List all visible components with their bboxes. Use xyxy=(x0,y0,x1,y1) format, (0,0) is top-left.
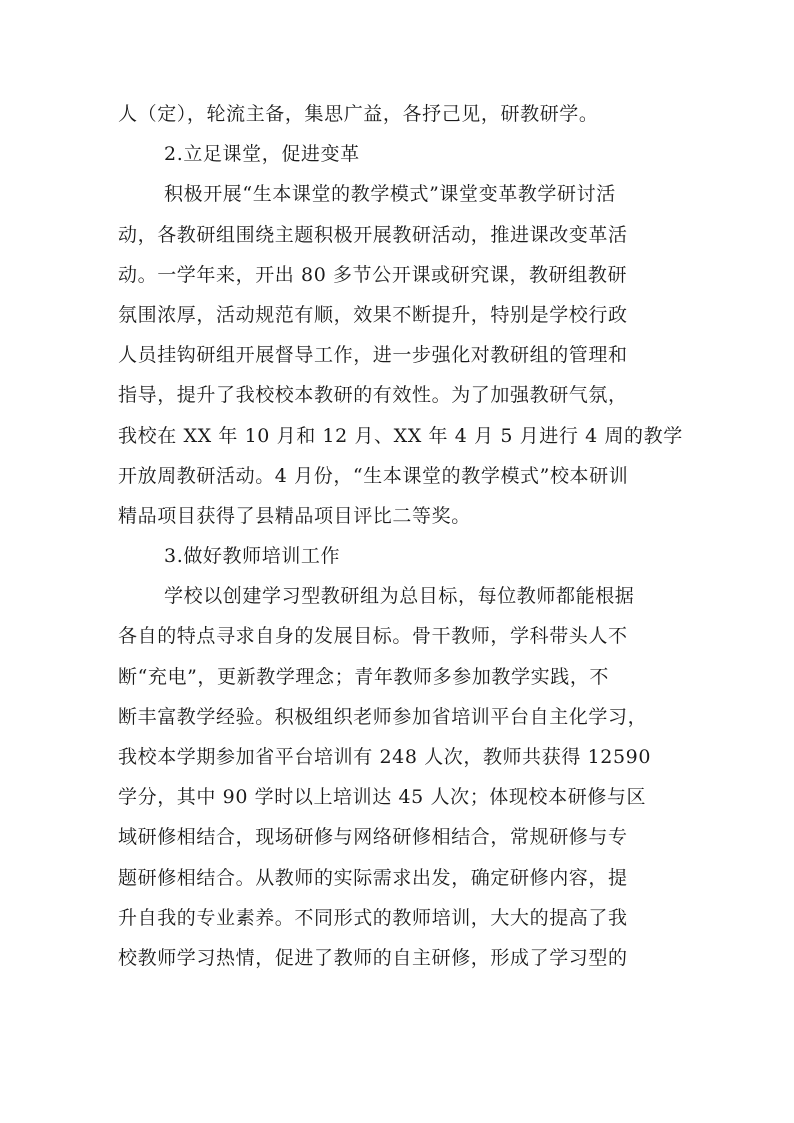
section-heading-3: 3.做好教师培训工作 xyxy=(164,545,341,568)
paragraph-line: 各自的特点寻求自身的发展目标。骨干教师，学科带头人不 xyxy=(118,625,628,648)
paragraph-line: 域研修相结合，现场研修与网络研修相结合，常规研修与专 xyxy=(118,826,628,849)
document-body xyxy=(118,94,683,978)
paragraph-line: 开放周教研活动。4 月份，“生本课堂的教学模式”校本研训 xyxy=(118,464,629,487)
paragraph-line: 氛围浓厚，活动规范有顺，效果不断提升，特别是学校行政 xyxy=(118,303,628,326)
paragraph-line: 指导，提升了我校校本教研的有效性。为了加强教研气氛， xyxy=(118,384,628,407)
paragraph-line: 断“充电”，更新教学理念；青年教师多参加教学实践，不 xyxy=(118,665,610,688)
paragraph-line: 学分，其中 90 学时以上培训达 45 人次；体现校本研修与区 xyxy=(118,786,647,809)
paragraph-line: 积极开展“生本课堂的教学模式”课堂变革教学研讨活 xyxy=(164,183,616,206)
paragraph-line: 精品项目获得了县精品项目评比二等奖。 xyxy=(118,504,471,527)
paragraph-line: 动。一学年来，开出 80 多节公开课或研究课，教研组教研 xyxy=(118,263,628,286)
paragraph-line: 校教师学习热情，促进了教师的自主研修，形成了学习型的 xyxy=(118,946,628,969)
section-heading-2: 2.立足课堂，促进变革 xyxy=(164,143,360,166)
paragraph-line: 人员挂钩研组开展督导工作，进一步强化对教研组的管理和 xyxy=(118,344,628,367)
paragraph-line: 学校以创建学习型教研组为总目标，每位教师都能根据 xyxy=(164,585,635,608)
paragraph-line: 人（定），轮流主备，集思广益，各抒己见，研教研学。 xyxy=(118,103,599,125)
paragraph-line: 断丰富教学经验。积极组织老师参加省培训平台自主化学习， xyxy=(118,705,648,728)
paragraph-line: 动，各教研组围绕主题积极开展教研活动，推进课改变革活 xyxy=(118,223,628,246)
paragraph-line: 升自我的专业素养。不同形式的教师培训，大大的提高了我 xyxy=(118,906,628,929)
paragraph-line: 我校在 XX 年 10 月和 12 月、XX 年 4 月 5 月进行 4 周的教学 xyxy=(118,424,683,447)
paragraph-line: 我校本学期参加省平台培训有 248 人次，教师共获得 12590 xyxy=(118,746,652,768)
paragraph-line: 题研修相结合。从教师的实际需求出发，确定研修内容，提 xyxy=(118,866,628,889)
